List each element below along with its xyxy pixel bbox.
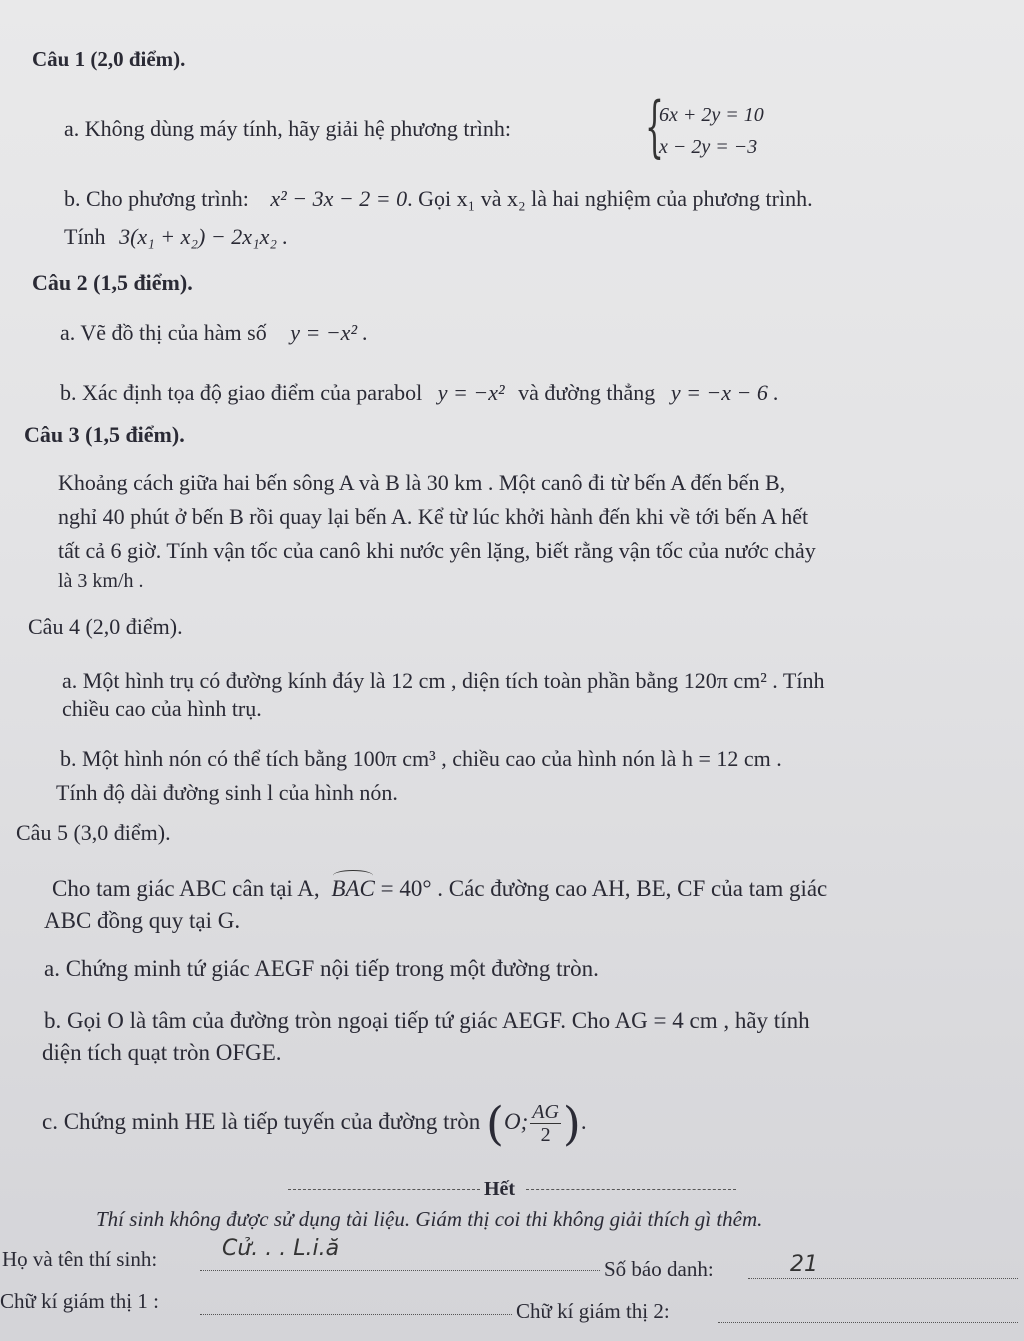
q1-eq2: x − 2y = −3 — [659, 136, 758, 158]
q5-b-line1: b. Gọi O là tâm của đường tròn ngoại tiếp tứ giác AEGF. Cho AG = 4 cm , hãy tính — [44, 1008, 810, 1033]
q5-intro-line2: ABC đồng quy tại G. — [44, 908, 241, 933]
handwritten-name: Cử. . . L.i.ă — [222, 1236, 340, 1261]
q4-a-line2: chiều cao của hình trụ. — [62, 696, 262, 721]
q4-a-line1: a. Một hình trụ có đường kính đáy là 12 cm , diện tích toàn phần bằng 120π cm² . Tính — [62, 668, 825, 693]
end-divider-left — [288, 1189, 480, 1190]
q5-a-line: a. Chứng minh tứ giác AEGF nội tiếp trong một đường tròn. — [44, 956, 599, 981]
supervisor2-signature-field[interactable] — [718, 1322, 1018, 1323]
q1-heading: Câu 1 (2,0 điểm). — [32, 47, 186, 71]
q1-b-line2: Tính 3(x₁ + x₂) − 2x₁x₂ . — [64, 224, 289, 249]
q3-line4: là 3 km/h . — [58, 570, 144, 592]
brace-icon: { — [645, 88, 664, 165]
fraction-ag-over-2: $\frac{AG}{2}$ — [532, 1101, 559, 1147]
right-paren: ) — [562, 1096, 581, 1151]
q4-heading: Câu 4 (2,0 điểm). — [28, 614, 183, 639]
q2-b-line: b. Xác định tọa độ giao điểm của parabol y = −x² và đường thẳng y = −x − 6 . — [60, 380, 779, 405]
supervisor2-signature-label: Chữ kí giám thị 2: — [516, 1299, 670, 1323]
q3-line2: nghỉ 40 phút ở bến B rồi quay lại bến A. Kể từ lúc khởi hành đến khi về tới bến A hết — [58, 504, 809, 529]
q1-equation-system — [645, 88, 795, 166]
candidate-name-label: Họ và tên thí sinh: — [2, 1247, 158, 1271]
q2-a-line: a. Vẽ đồ thị của hàm số y = −x² . — [60, 320, 369, 345]
q2-heading: Câu 2 (1,5 điểm). — [32, 270, 193, 295]
q1-a-text: a. Không dùng máy tính, hãy giải hệ phương trình: — [64, 116, 511, 141]
q3-line3: tất cả 6 giờ. Tính vận tốc của canô khi nước yên lặng, biết rằng vận tốc của nước chảy — [58, 538, 816, 563]
candidate-number-label: Số báo danh: — [604, 1257, 714, 1281]
left-paren: ( — [486, 1096, 504, 1151]
q5-intro-line1: Cho tam giác ABC cân tại A, BAC = 40° . Các đường cao AH, BE, CF của tam giác — [52, 876, 828, 901]
q5-heading: Câu 5 (3,0 điểm). — [16, 820, 171, 845]
footer-note: Thí sinh không được sử dụng tài liệu. Giám thị coi thi không giải thích gì thêm. — [96, 1207, 763, 1231]
q1-b-line1: b. Cho phương trình: x² − 3x − 2 = 0. Gọi x₁ và x₂ là hai nghiệm của phương trình. — [64, 186, 813, 211]
q4-b-line1: b. Một hình nón có thể tích bằng 100π cm³ , chiều cao của hình nón là h = 12 cm . — [60, 746, 782, 771]
end-label: Hết — [484, 1178, 516, 1200]
q3-line1: Khoảng cách giữa hai bến sông A và B là 30 km . Một canô đi từ bến A đến bến B, — [58, 470, 786, 495]
supervisor1-signature-field[interactable] — [200, 1314, 512, 1315]
q1-eq1: 6x + 2y = 10 — [659, 104, 764, 126]
candidate-name-field[interactable] — [200, 1270, 600, 1271]
q5-c-line: c. Chứng minh HE là tiếp tuyến của đường tròn (O; $\frac{AG}{2}$ ). — [42, 1096, 587, 1151]
handwritten-number: 21 — [790, 1252, 818, 1277]
q5-b-line2: diện tích quạt tròn OFGE. — [42, 1040, 282, 1065]
supervisor1-signature-label: Chữ kí giám thị 1 : — [0, 1289, 159, 1313]
q4-b-line2: Tính độ dài đường sinh l của hình nón. — [56, 780, 398, 805]
q3-heading: Câu 3 (1,5 điểm). — [24, 422, 185, 447]
end-divider-right — [526, 1189, 736, 1190]
candidate-number-field[interactable] — [748, 1278, 1018, 1279]
angle-bac: BAC — [331, 876, 375, 901]
